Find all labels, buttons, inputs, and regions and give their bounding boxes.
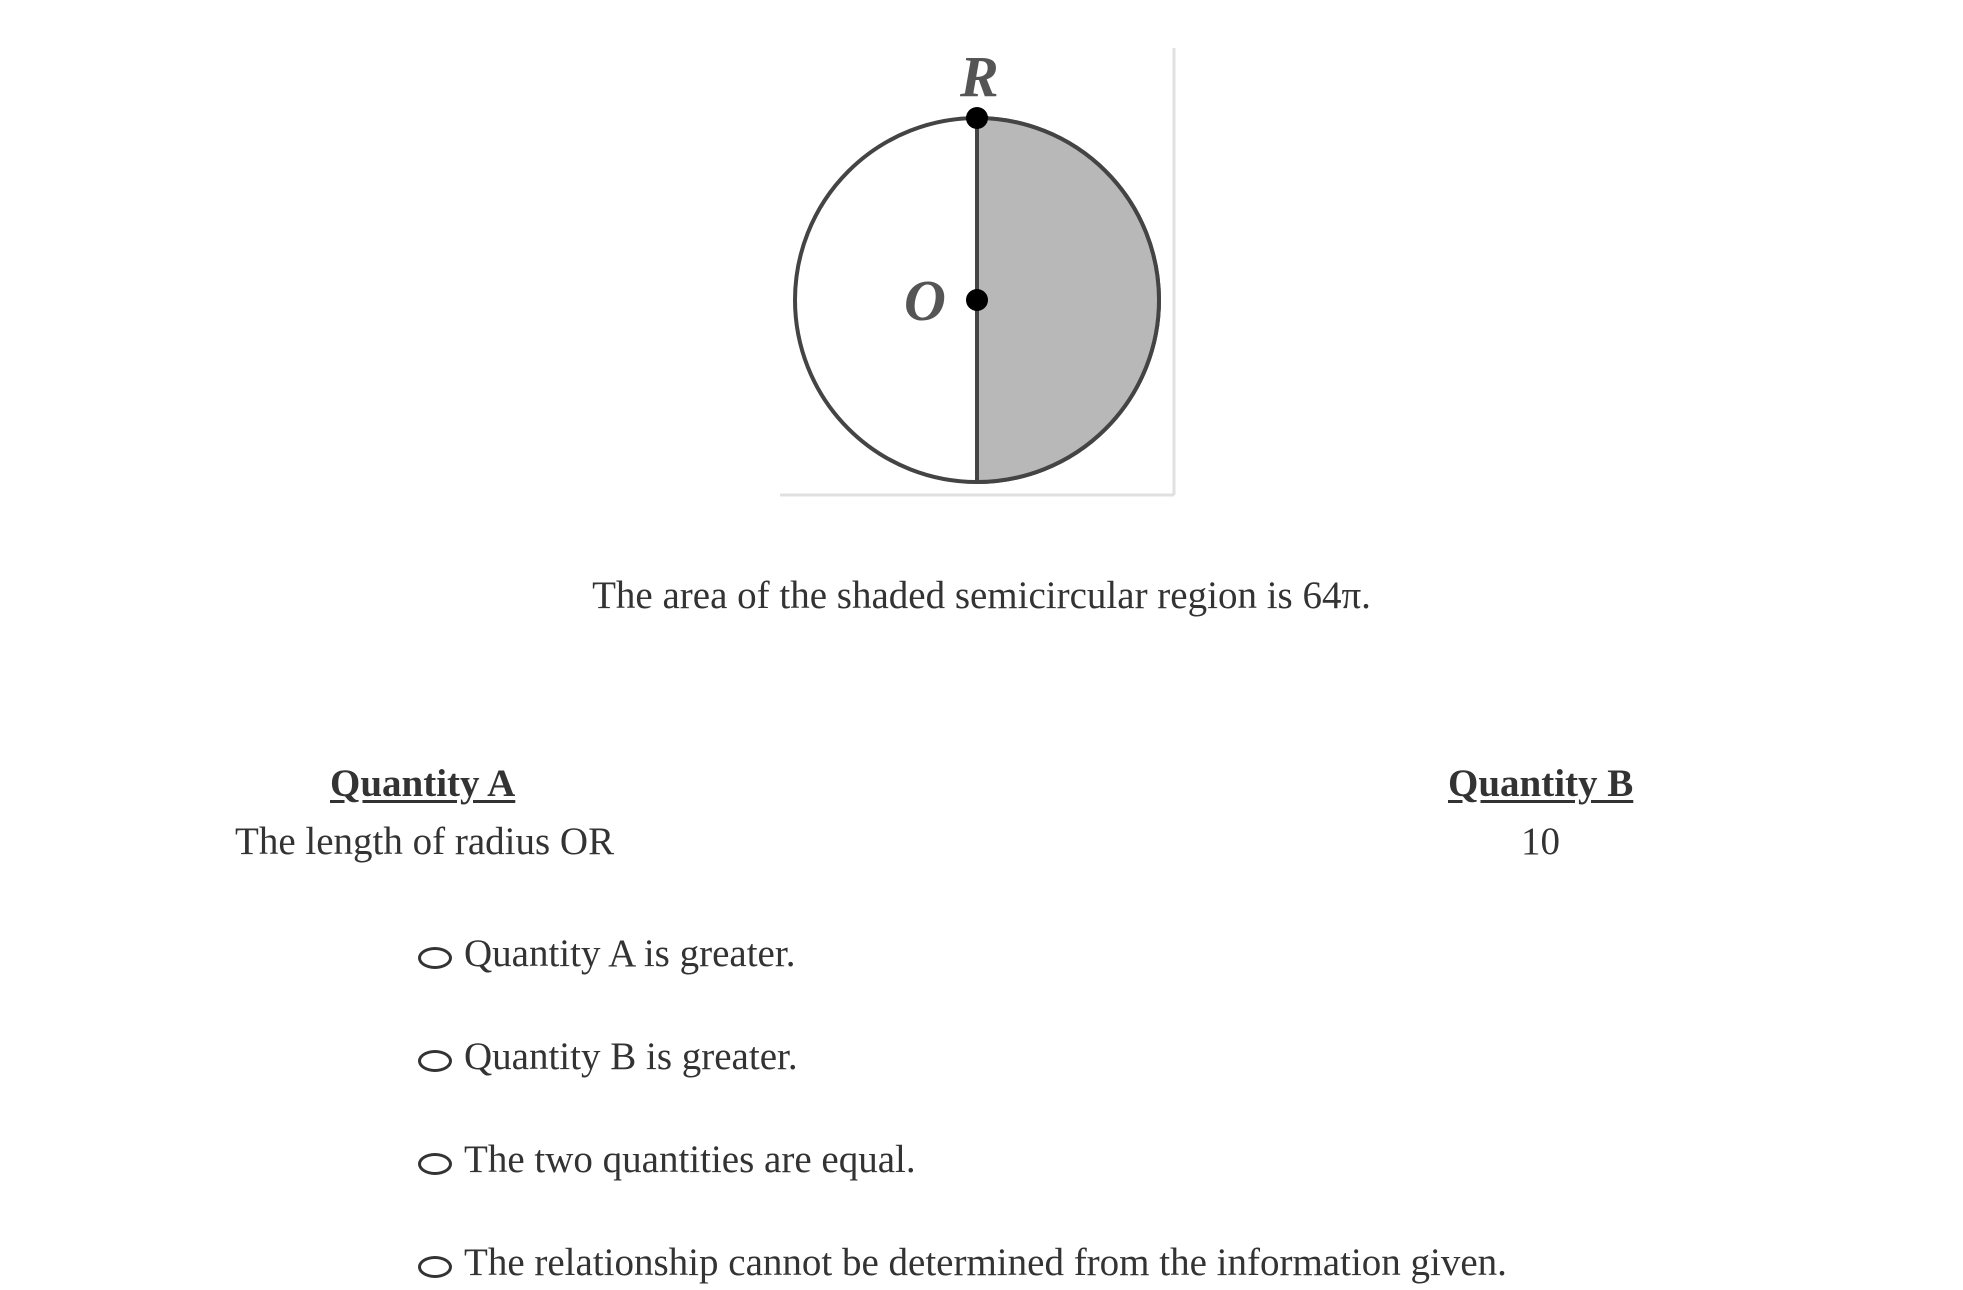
question-prompt: The area of the shaded semicircular region is 64π. xyxy=(592,574,1371,617)
quantity-a-value: The length of radius OR xyxy=(235,820,615,863)
option-label: Quantity A is greater. xyxy=(464,932,796,975)
radio-button[interactable] xyxy=(418,947,452,969)
circle-diagram xyxy=(770,40,1190,500)
quantity-b-heading: Quantity B xyxy=(1448,762,1634,805)
answer-option-b-greater[interactable] xyxy=(418,1031,798,1083)
point-o xyxy=(966,289,988,311)
radio-button[interactable] xyxy=(418,1153,452,1175)
quantity-a-heading: Quantity A xyxy=(330,762,516,805)
option-label: Quantity B is greater. xyxy=(464,1035,798,1078)
label-o: O xyxy=(904,268,946,333)
answer-option-equal[interactable] xyxy=(418,1134,916,1186)
label-r: R xyxy=(960,44,999,109)
point-r xyxy=(966,107,988,129)
radio-button[interactable] xyxy=(418,1050,452,1072)
option-label: The relationship cannot be determined from the information given. xyxy=(464,1241,1507,1284)
shaded-semicircle xyxy=(977,118,1159,482)
radio-button[interactable] xyxy=(418,1256,452,1278)
answer-option-cannot-determine[interactable] xyxy=(418,1237,1507,1289)
answer-option-a-greater[interactable] xyxy=(418,928,795,980)
option-label: The two quantities are equal. xyxy=(464,1138,916,1181)
quantity-b-value: 10 xyxy=(1521,820,1560,863)
